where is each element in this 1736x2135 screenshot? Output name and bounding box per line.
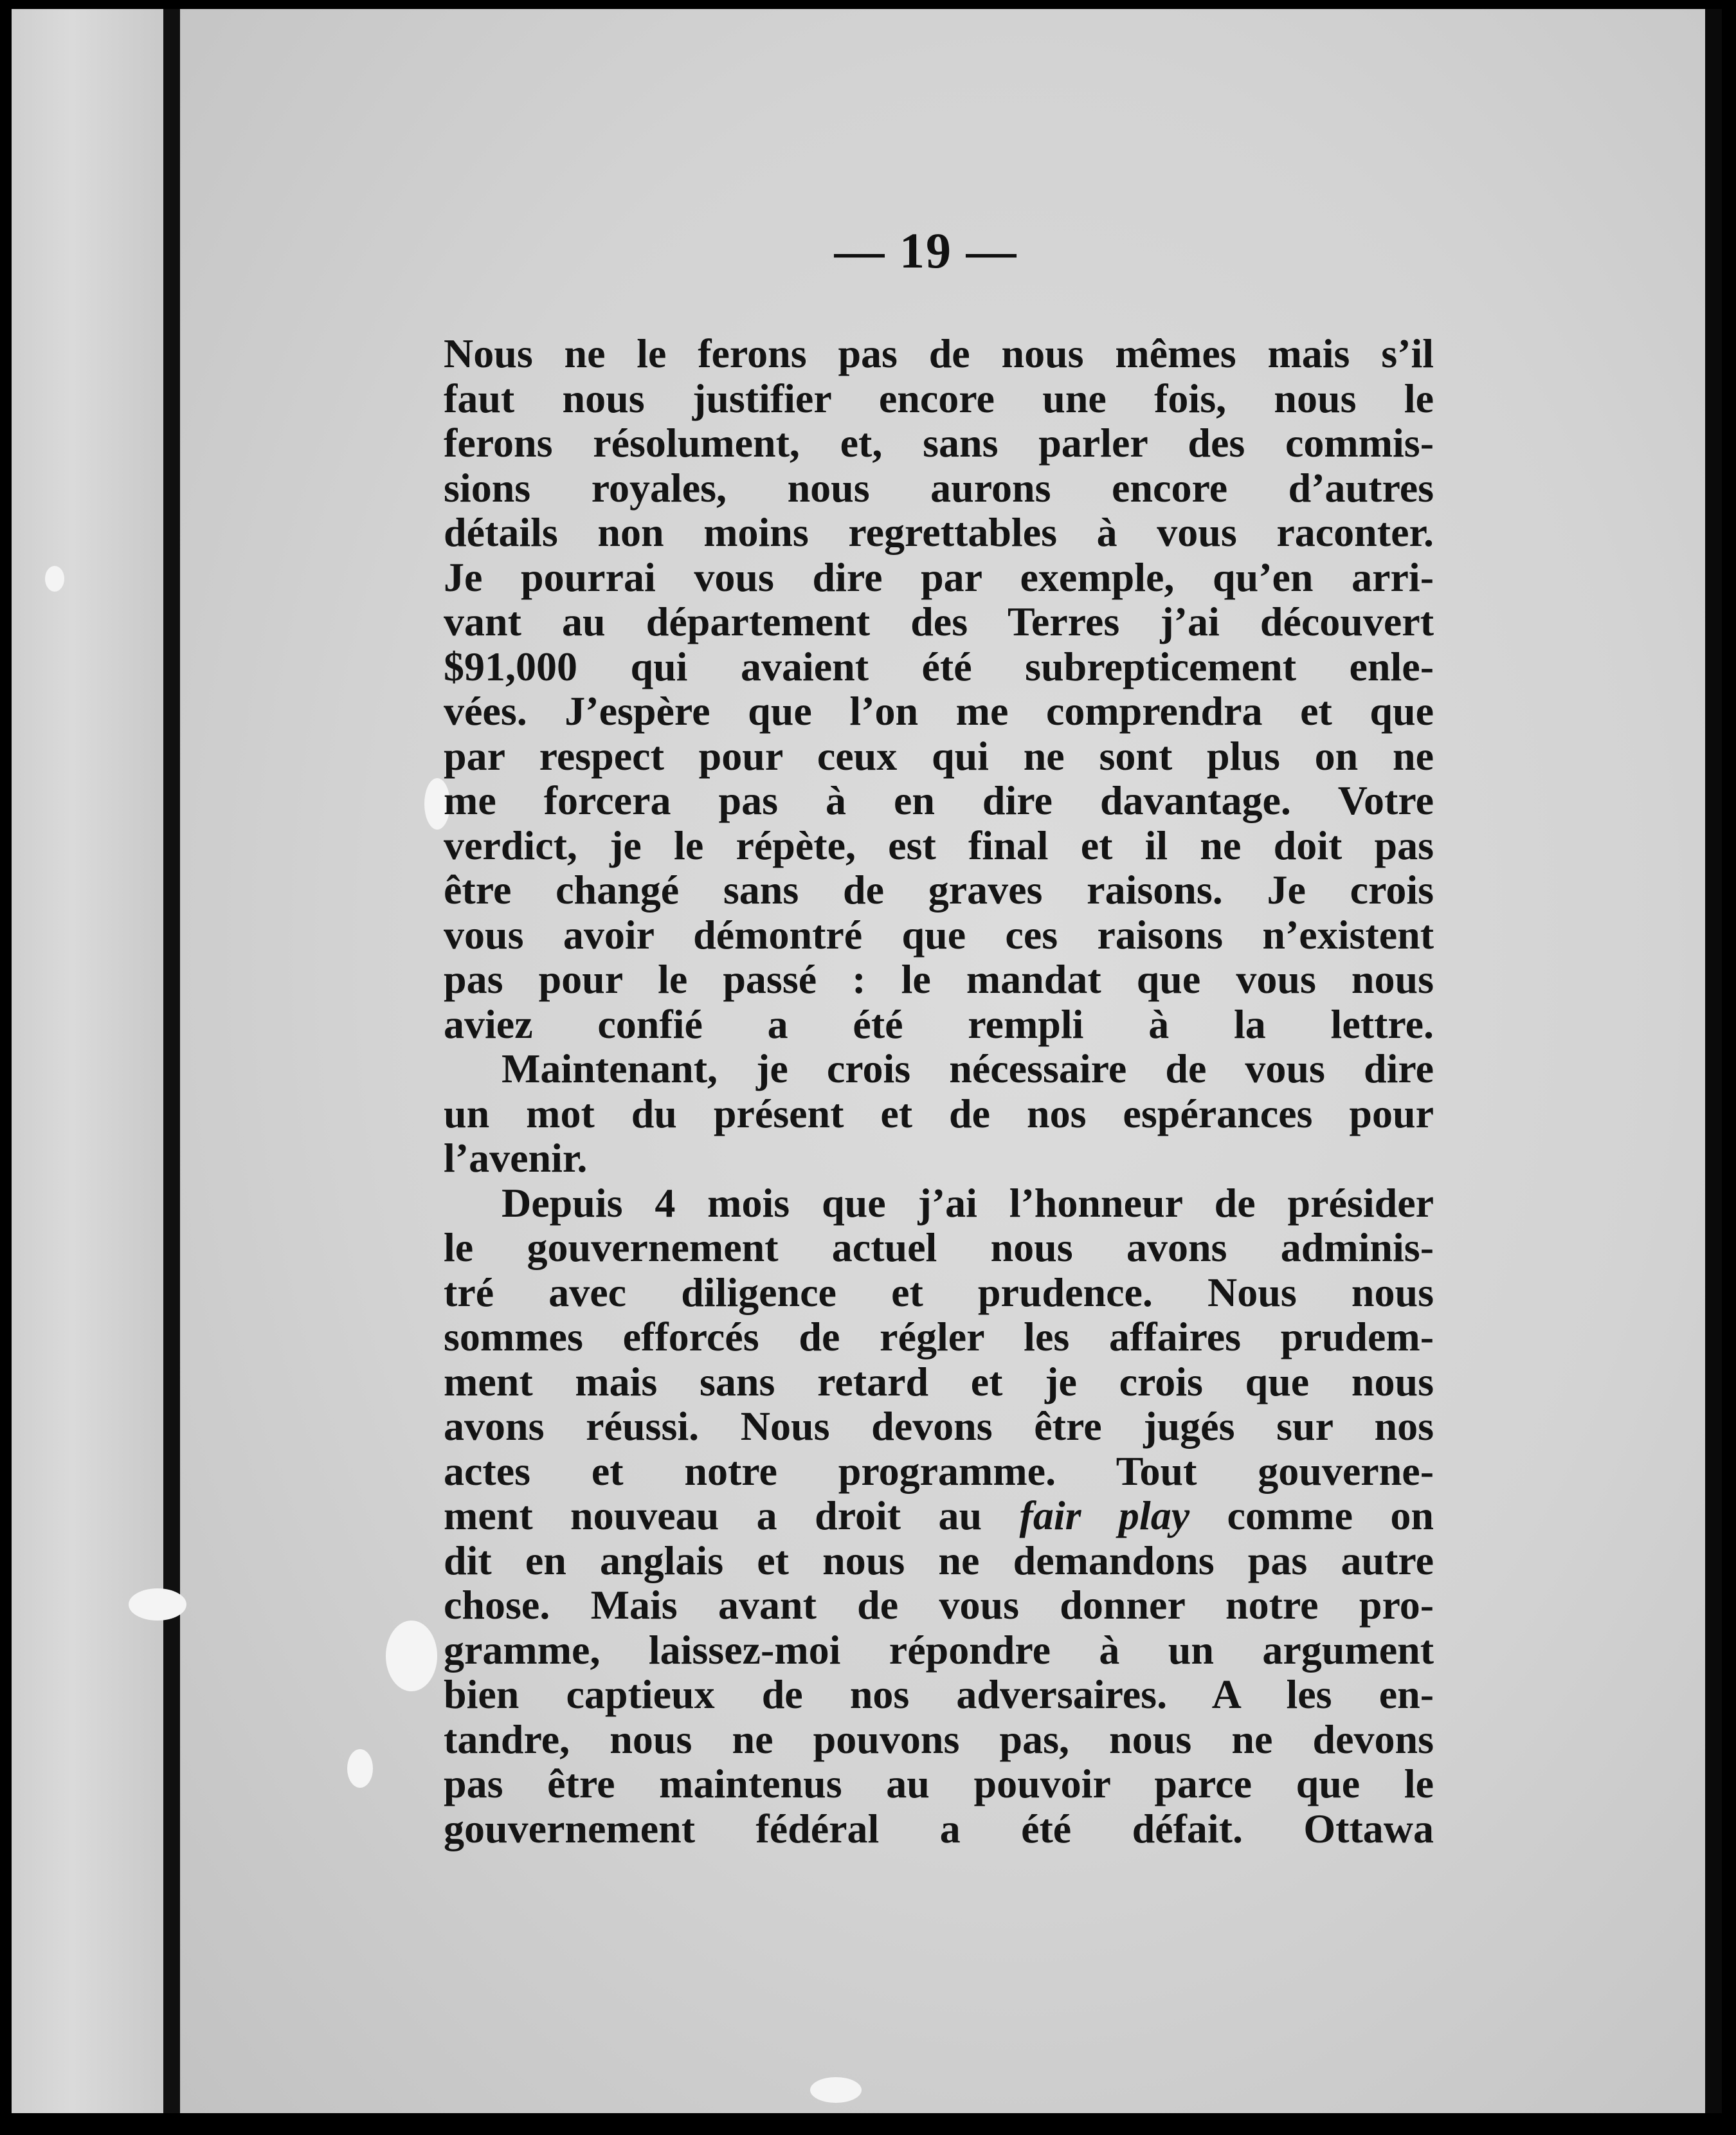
text-line: vées. J’espère que l’on me comprendra et que [444,688,1434,734]
text-line: un mot du présent et de nos espérances pour [444,1090,1434,1136]
text-line: aviez confié a été rempli à la lettre. [444,1001,1434,1047]
text-line: actes et notre programme. Tout gouverne- [444,1448,1434,1494]
scan-speck [347,1749,373,1788]
text-line: $91,000 qui avaient été subrepticement enle- [444,643,1434,689]
text-line: ferons résolument, et, sans parler des commis- [444,420,1434,466]
text-line: l’avenir. [444,1135,588,1181]
text-line: Je pourrai vous dire par exemple, qu’en arri- [444,554,1434,600]
scan-speck [810,2077,862,2103]
scan-speck [386,1621,437,1691]
text-line: dit en anglais et nous ne demandons pas autre [444,1537,1434,1583]
text-line: Nous ne le ferons pas de nous mêmes mais s’il [444,331,1434,376]
text-line: chose. Mais avant de vous donner notre pro- [444,1582,1434,1628]
page-edge-shadow [1705,9,1722,2113]
left-page-margin [12,9,163,2113]
text-line: être changé sans de graves raisons. Je crois [444,867,1434,913]
text-line: avons réussi. Nous devons être jugés sur nos [444,1403,1434,1449]
text-line: ment mais sans retard et je crois que nous [444,1358,1434,1404]
scan-speck [45,566,64,592]
text-line: Depuis 4 mois que j’ai l’honneur de présider [502,1179,1434,1226]
text-line: Maintenant, je crois nécessaire de vous dire [502,1046,1434,1091]
body-text [444,331,1434,1851]
text-line: tré avec diligence et prudence. Nous nous [444,1269,1434,1315]
text-line: par respect pour ceux qui ne sont plus on ne [444,732,1434,779]
text-line: sions royales, nous aurons encore d’autres [444,464,1434,511]
text-line: tandre, nous ne pouvons pas, nous ne devons [444,1716,1434,1762]
text-line: pas être maintenus au pouvoir parce que le [444,1761,1434,1806]
text-line: pas pour le passé : le mandat que vous nous [444,956,1434,1002]
book-gutter [163,9,180,2113]
scan-speck [129,1588,186,1621]
italic-phrase: fair play [1019,1493,1190,1538]
text-line: faut nous justifier encore une fois, nous le [444,375,1434,421]
text-line: sommes efforcés de régler les affaires prudem- [444,1314,1434,1359]
text-line: gouvernement fédéral a été défait. Ottawa [444,1805,1434,1851]
text-line: gramme, laissez-moi répondre à un argument [444,1626,1434,1673]
text-line: vant au département des Terres j’ai découvert [444,599,1434,644]
text-line: me forcera pas à en dire davantage. Votre [444,777,1434,823]
page-number: — 19 — [834,223,1018,278]
text-line: détails non moins regrettables à vous raconter. [444,509,1434,555]
text-line: le gouvernement actuel nous avons adminis- [444,1224,1434,1270]
text-line [444,1493,1434,1538]
text-line: bien captieux de nos adversaires. A les en- [444,1671,1434,1717]
text-run: ment nouveau a droit au [444,1493,1020,1538]
text-line: vous avoir démontré que ces raisons n’existent [444,911,1434,958]
text-line: verdict, je le répète, est final et il ne doit pas [444,822,1434,868]
text-run: comme on [1189,1493,1434,1538]
